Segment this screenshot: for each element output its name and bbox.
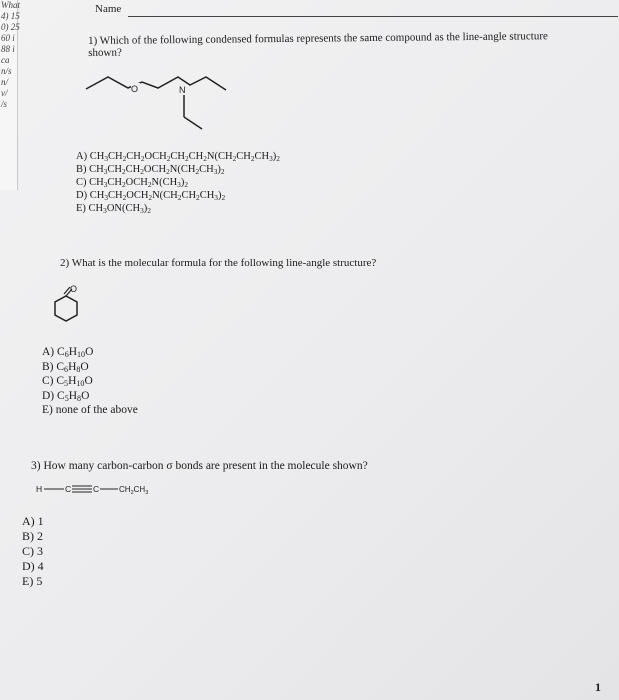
q1-option (76, 176, 280, 189)
name-label: Name (95, 3, 122, 15)
formula-element: C (56, 360, 65, 373)
formula-element: C (57, 346, 65, 358)
question-3-text: 3) How many carbon-carbon σ bonds are present in the molecule shown? (31, 460, 368, 472)
question-1-options (76, 150, 280, 215)
formula-element: H (68, 346, 78, 358)
q1-option (76, 150, 280, 163)
formula-subscript: 6 (64, 364, 69, 374)
formula-subscript: 8 (77, 393, 82, 403)
oxygen-atom-label: O (131, 84, 139, 94)
option-letter: A) (76, 151, 88, 162)
option-letter: D) (22, 559, 35, 573)
q3-option (22, 574, 44, 589)
option-letter: D) (42, 389, 55, 402)
q2-option (42, 374, 138, 389)
option-formula: $CH_3CH_2OCH_2N(CH_2CH_2CH_3)_2$ (89, 190, 226, 202)
option-letter: C) (22, 544, 34, 558)
q1-option (76, 163, 280, 176)
option-letter: B) (42, 360, 54, 373)
prev-page-line: n/ (1, 77, 9, 87)
question-2-text: 2) What is the molecular formula for the following line-angle structure? (60, 257, 377, 269)
option-letter: A) (22, 514, 35, 528)
prev-page-line: n/s (1, 66, 12, 76)
option-value: 2 (37, 529, 43, 543)
formula-subscript: 8 (76, 364, 81, 374)
q3-option (22, 544, 44, 559)
option-letter: E) (42, 404, 53, 416)
formula-element: O (84, 375, 93, 387)
question-3-options (22, 514, 44, 589)
prev-page-line: What (1, 0, 20, 10)
formula-element: O (85, 346, 94, 358)
formula-element: O (80, 360, 89, 373)
option-letter: B) (76, 164, 87, 175)
option-formula: $CH_3CH_2CH_2OCH_2N(CH_2CH_3)_2$ (89, 164, 225, 176)
option-formula: $CH_3CH_2OCH_2N(CH_3)_2$ (89, 177, 189, 189)
oxygen-atom-label: O (70, 284, 78, 294)
formula-element: H (68, 360, 77, 373)
prev-page-line: 0) 25 (1, 22, 20, 32)
option-formula: $CH_3ON(CH_3)_2$ (88, 203, 151, 215)
prev-page-line: v/ (1, 88, 8, 98)
option-text: none of the above (55, 404, 138, 416)
nitrogen-atom-label: N (179, 85, 186, 95)
q2-option (42, 389, 138, 404)
question-2-options (42, 345, 138, 418)
formula-subscript: 5 (64, 379, 69, 388)
prev-page-line: ca (1, 55, 10, 65)
option-letter: C) (42, 375, 54, 387)
option-letter: C) (76, 177, 87, 188)
option-value: 1 (37, 514, 44, 528)
option-value: 3 (37, 544, 43, 558)
formula-element: H (68, 389, 78, 402)
q2-cyclohexanone-structure (46, 286, 86, 326)
carbon-atom-label: C (65, 484, 72, 494)
q3-option (22, 529, 44, 544)
q3-option (22, 514, 44, 529)
option-letter: E) (22, 574, 34, 588)
prev-page-line: 88 i (1, 44, 15, 54)
q3-molecule-structure (36, 481, 166, 499)
formula-element: O (81, 389, 90, 402)
q2-option (42, 403, 138, 418)
formula-element: C (56, 375, 65, 387)
formula-subscript: 5 (64, 393, 69, 403)
option-value: 5 (36, 574, 43, 588)
hydrogen-atom-label: H (36, 484, 43, 494)
formula-subscript: 10 (77, 350, 86, 359)
previous-page-edge (0, 0, 18, 190)
q1-option (76, 202, 280, 215)
page-number: 1 (595, 680, 601, 694)
q2-option (42, 360, 138, 375)
option-letter: D) (76, 190, 88, 201)
option-letter: A) (42, 346, 55, 358)
prev-page-line: /s (1, 99, 8, 109)
prev-page-line: 4) 15 (1, 11, 20, 21)
q2-option (42, 345, 138, 360)
formula-element: C (57, 389, 65, 402)
name-underline (128, 16, 618, 17)
q3-option (22, 559, 44, 574)
formula-subscript: 6 (64, 350, 69, 359)
option-letter: E) (76, 203, 86, 214)
q1-option (76, 189, 280, 202)
formula-element: H (68, 375, 77, 387)
option-letter: B) (22, 529, 34, 543)
ethyl-group-label: $CH_2CH_3$ (119, 485, 149, 496)
question-1-text: 1) Which of the following condensed formulas represents the same compound as the line-angle structure shown? (88, 30, 548, 59)
option-value: 4 (37, 559, 44, 573)
carbon-atom-label: C (93, 484, 100, 494)
option-formula: $CH_3CH_2CH_2OCH_2CH_2CH_2N(CH_2CH_2CH_3)_2$ (89, 151, 280, 163)
q1-line-angle-structure (80, 72, 260, 142)
prev-page-line: 60 i (1, 33, 15, 43)
formula-subscript: 10 (76, 379, 85, 388)
